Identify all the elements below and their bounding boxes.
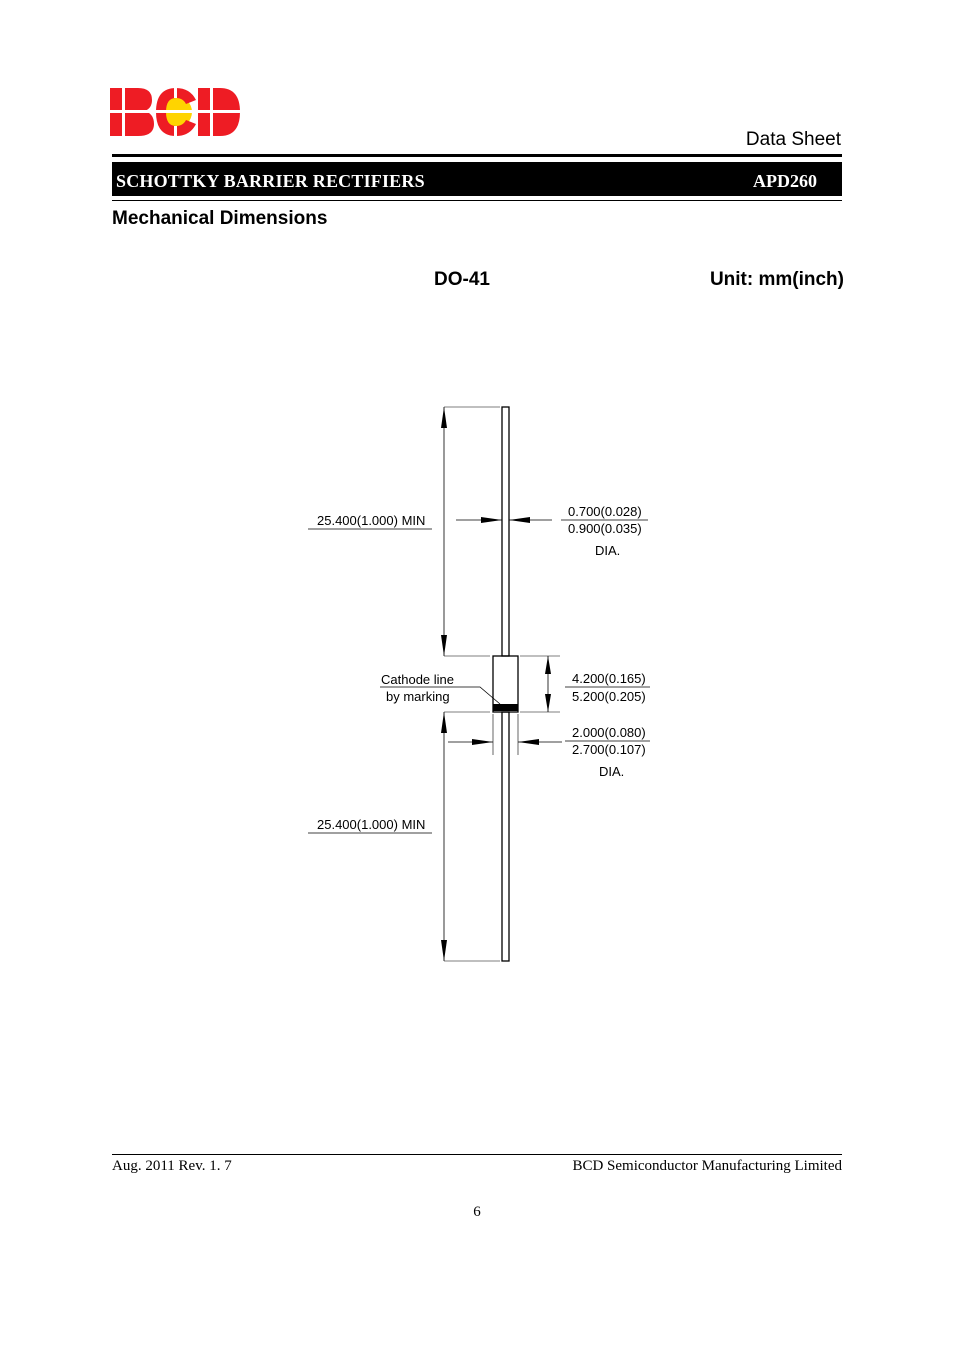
bottom-lead bbox=[502, 712, 509, 961]
body-len-max-label: 5.200(0.205) bbox=[572, 689, 646, 704]
package-name: DO-41 bbox=[434, 269, 490, 290]
lead-dia-max-label: 0.900(0.035) bbox=[568, 521, 642, 536]
lead-length-bottom-label: 25.400(1.000) MIN bbox=[317, 817, 426, 832]
diode-body bbox=[493, 656, 518, 712]
lead-dia-dia-label: DIA. bbox=[595, 543, 621, 558]
footer-rule bbox=[112, 1154, 842, 1155]
top-lead bbox=[502, 407, 509, 656]
footer-date-rev: Aug. 2011 Rev. 1. 7 bbox=[112, 1158, 232, 1174]
lead-dia-min-label: 0.700(0.028) bbox=[568, 504, 642, 519]
body-dia-max-label: 2.700(0.107) bbox=[572, 742, 646, 757]
unit-label: Unit: mm(inch) bbox=[709, 269, 844, 290]
doc-type-label: Data Sheet bbox=[745, 129, 841, 150]
logo-text: BCD bbox=[108, 86, 111, 87]
section-title: Mechanical Dimensions bbox=[112, 208, 328, 229]
body-len-min-label: 4.200(0.165) bbox=[572, 671, 646, 686]
body-dia-min-label: 2.000(0.080) bbox=[572, 725, 646, 740]
page-number: 6 bbox=[473, 1204, 481, 1220]
product-title: SCHOTTKY BARRIER RECTIFIERS bbox=[116, 171, 425, 191]
cathode-label-line2: by marking bbox=[386, 689, 450, 704]
lead-length-top-label: 25.400(1.000) MIN bbox=[317, 513, 426, 528]
footer-company: BCD Semiconductor Manufacturing Limited bbox=[572, 1158, 842, 1174]
cathode-band bbox=[493, 704, 518, 711]
body-dia-dia-label: DIA. bbox=[599, 764, 625, 779]
part-number: APD260 bbox=[753, 171, 817, 191]
cathode-label-line1: Cathode line bbox=[381, 672, 454, 687]
